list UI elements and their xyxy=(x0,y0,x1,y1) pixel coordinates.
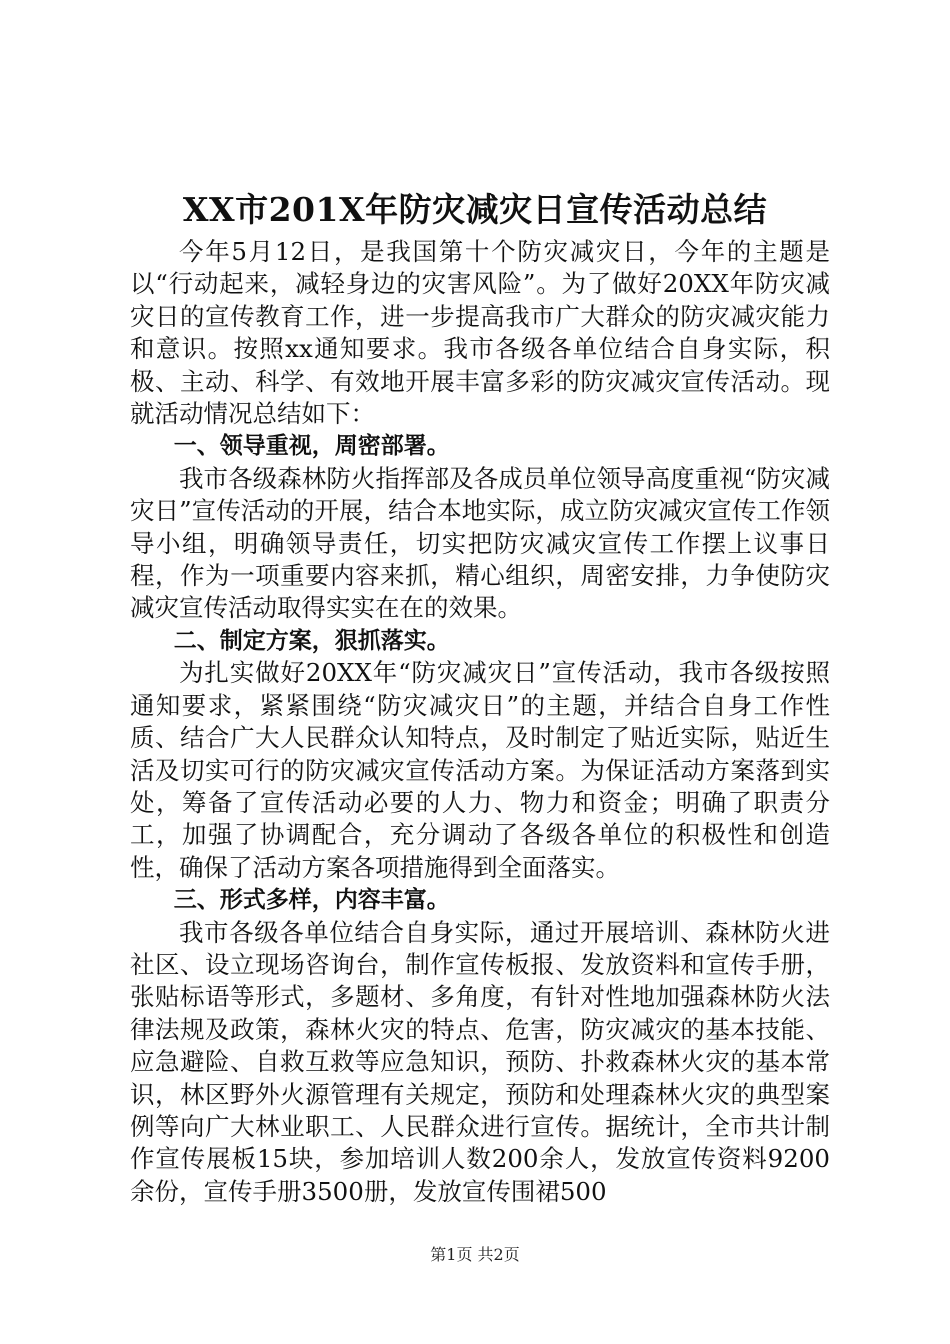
page-number-footer: 第1页 共2页 xyxy=(430,1245,520,1264)
section-heading-3: 三、形式多样，内容丰富。 xyxy=(173,887,450,914)
document-title: XX市201X年防灾减灾日宣传活动总结 xyxy=(182,190,768,229)
section-heading-1: 一、领导重视，周密部署。 xyxy=(173,433,450,460)
section-paragraph-3: 我市各级各单位结合自身实际，通过开展培训、森林防火进社区、设立现场咨询台，制作宣传板报、发放资料和宣传手册，张贴标语等形式，多题材、多角度，有针对性地加强森林防火法律法规及政策，森林火灾的特点、危害，防灾减灾的基本技能、应急避险、自救互救等应急知识，预防、扑救森林火灾的基本常识，林区野外火源管理有关规定，预防和处理森林火灾的典型案例等向广大林业职工、人民群众进行宣传。据统计，全市共计制作宣传展板15块，参加培训人数200余人，发放宣传资料9200余份，宣传手册3500册，发放宣传围裙500 xyxy=(130,917,830,1206)
section-paragraph-2: 为扎实做好20XX年“防灾减灾日”宣传活动，我市各级按照通知要求，紧紧围绕“防灾减灾日”的主题，并结合自身工作性质、结合广大人民群众认知特点，及时制定了贴近实际，贴近生活及切实可行的防灾减灾宣传活动方案。为保证活动方案落到实处，筹备了宣传活动必要的人力、物力和资金；明确了职责分工，加强了协调配合，充分调动了各级各单位的积极性和创造性，确保了活动方案各项措施得到全面落实。 xyxy=(130,658,830,882)
section-paragraph-1: 我市各级森林防火指挥部及各成员单位领导高度重视“防灾减灾日”宣传活动的开展，结合本地实际，成立防灾减灾宣传工作领导小组，明确领导责任，切实把防灾减灾宣传工作摆上议事日程，作为一项重要内容来抓，精心组织，周密安排，力争使防灾减灾宣传活动取得实实在在的效果。 xyxy=(130,463,830,623)
document-body xyxy=(130,236,830,1208)
intro-paragraph: 今年5月12日，是我国第十个防灾减灾日，今年的主题是以“行动起来，减轻身边的灾害风险”。为了做好20XX年防灾减灾日的宣传教育工作，进一步提高我市广大群众的防灾减灾能力和意识。按照xx通知要求。我市各级各单位结合自身实际，积极、主动、科学、有效地开展丰富多彩的防灾减灾宣传活动。现就活动情况总结如下： xyxy=(130,237,830,429)
section-heading-2: 二、制定方案，狠抓落实。 xyxy=(173,627,450,654)
